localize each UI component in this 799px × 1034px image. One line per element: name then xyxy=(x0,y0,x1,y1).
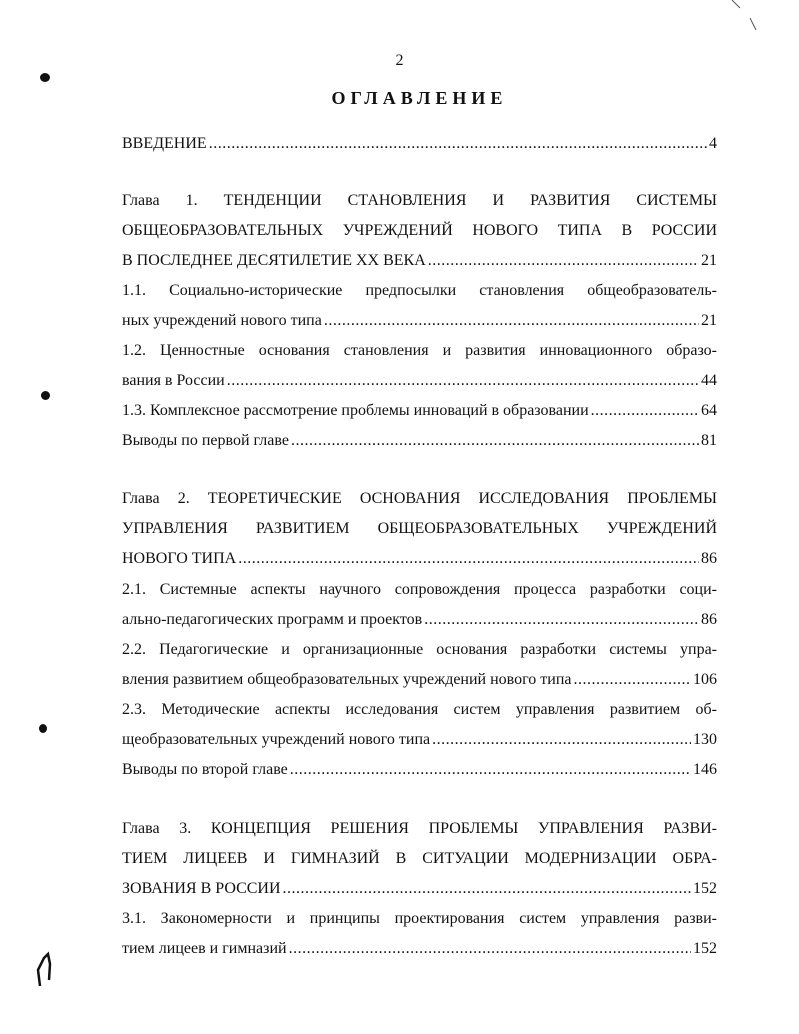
toc-entry-section-3-1[interactable] xyxy=(122,904,717,964)
toc-entry-text: ально-педагогических программ и проектов xyxy=(122,611,423,628)
dot-leader xyxy=(283,874,691,904)
toc-entry-text: Выводы по второй главе xyxy=(122,761,288,778)
toc-entry-text: ных учреждений нового типа xyxy=(122,312,322,329)
toc-entry-conclusions-2[interactable] xyxy=(122,755,717,785)
toc-page-number: 44 xyxy=(701,372,717,389)
dot-leader xyxy=(324,306,699,336)
toc-entry-text: ЗОВАНИЯ В РОССИИ xyxy=(122,880,281,897)
dot-leader xyxy=(591,396,699,426)
dot-leader xyxy=(209,129,707,159)
page-title: ОГЛАВЛЕНИЕ xyxy=(331,88,508,108)
toc-entry-introduction[interactable] xyxy=(122,129,717,159)
toc-entry-line: 1.2. Ценностные основания становления и развития инновационного образо- xyxy=(122,342,717,359)
toc-entry-chapter-3[interactable] xyxy=(122,814,717,904)
toc-entry-line: 2.1. Системные аспекты научного сопровождения процесса разработки соци- xyxy=(122,581,717,598)
toc-entry-conclusions-1[interactable] xyxy=(122,426,717,456)
toc-entry-chapter-1[interactable] xyxy=(122,186,717,276)
scan-speck xyxy=(39,724,47,733)
toc-page-number: 106 xyxy=(693,671,717,688)
toc-page-number: 146 xyxy=(693,761,717,778)
toc-page-number: 64 xyxy=(701,402,717,419)
toc-entry-line: 2.2. Педагогические и организационные основания разработки системы упра- xyxy=(122,641,717,658)
dot-leader xyxy=(432,725,691,755)
toc-entry-line: ОБЩЕОБРАЗОВАТЕЛЬНЫХ УЧРЕЖДЕНИЙ НОВОГО ТИПА В РОССИИ xyxy=(122,222,717,239)
toc-entry-line: 3.1. Закономерности и принципы проектирования систем управления разви- xyxy=(122,910,717,927)
toc-entry-line: Глава 3. КОНЦЕПЦИЯ РЕШЕНИЯ ПРОБЛЕМЫ УПРАВЛЕНИЯ РАЗВИ- xyxy=(122,820,717,837)
page-number: 2 xyxy=(395,52,404,69)
toc-page-number: 152 xyxy=(693,880,717,897)
toc-entry-text: В ПОСЛЕДНЕЕ ДЕСЯТИЛЕТИЕ XX ВЕКА xyxy=(122,252,426,269)
dot-leader xyxy=(424,605,699,635)
scan-speck xyxy=(41,391,50,400)
toc-page-number: 81 xyxy=(701,432,717,449)
toc-entry-text: ВВЕДЕНИЕ xyxy=(122,135,207,152)
dot-leader xyxy=(289,934,691,964)
dot-leader xyxy=(227,366,699,396)
toc-page-number: 86 xyxy=(701,550,717,567)
toc-entry-line: Глава 2. ТЕОРЕТИЧЕСКИЕ ОСНОВАНИЯ ИССЛЕДОВАНИЯ ПРОБЛЕМЫ xyxy=(122,490,717,507)
scan-mark xyxy=(34,950,56,988)
toc-page-number: 21 xyxy=(701,312,717,329)
toc-entry-section-2-3[interactable] xyxy=(122,695,717,755)
toc-entry-text: вания в России xyxy=(122,372,225,389)
toc-page-number: 86 xyxy=(701,611,717,628)
scan-mark xyxy=(728,0,768,40)
toc-page-number: 130 xyxy=(693,731,717,748)
toc-entry-line: УПРАВЛЕНИЯ РАЗВИТИЕМ ОБЩЕОБРАЗОВАТЕЛЬНЫХ УЧРЕЖДЕНИЙ xyxy=(122,520,717,537)
dot-leader xyxy=(238,544,699,574)
toc-entry-text: 1.3. Комплексное рассмотрение проблемы инноваций в образовании xyxy=(122,402,589,419)
toc-entry-section-2-2[interactable] xyxy=(122,635,717,695)
toc-entry-text: НОВОГО ТИПА xyxy=(122,550,237,567)
toc-entry-text: тием лицеев и гимназий xyxy=(122,940,287,957)
toc-entry-line: ТИЕМ ЛИЦЕЕВ И ГИМНАЗИЙ В СИТУАЦИИ МОДЕРНИЗАЦИИ ОБРА- xyxy=(122,850,717,867)
scan-speck xyxy=(40,73,50,82)
toc-entry-section-1-3[interactable] xyxy=(122,396,717,426)
toc-entry-section-2-1[interactable] xyxy=(122,575,717,635)
toc-entry-chapter-2[interactable] xyxy=(122,484,717,574)
toc-entry-line: Глава 1. ТЕНДЕНЦИИ СТАНОВЛЕНИЯ И РАЗВИТИЯ СИСТЕМЫ xyxy=(122,192,717,209)
toc-entry-section-1-2[interactable] xyxy=(122,336,717,396)
toc-page-number: 21 xyxy=(701,252,717,269)
toc-page-number: 4 xyxy=(709,135,717,152)
toc-entry-line: 1.1. Социально-исторические предпосылки становления общеобразователь- xyxy=(122,282,717,299)
dot-leader xyxy=(428,246,699,276)
toc-page-number: 152 xyxy=(693,940,717,957)
toc-entry-text: вления развитием общеобразовательных учреждений нового типа xyxy=(122,671,572,688)
toc-entry-text: Выводы по первой главе xyxy=(122,432,289,449)
toc-entry-line: 2.3. Методические аспекты исследования систем управления развитием об- xyxy=(122,701,717,718)
dot-leader xyxy=(290,755,691,785)
toc-entry-section-1-1[interactable] xyxy=(122,276,717,336)
dot-leader xyxy=(291,426,699,456)
toc-entry-text: щеобразовательных учреждений нового типа xyxy=(122,731,431,748)
dot-leader xyxy=(574,665,691,695)
